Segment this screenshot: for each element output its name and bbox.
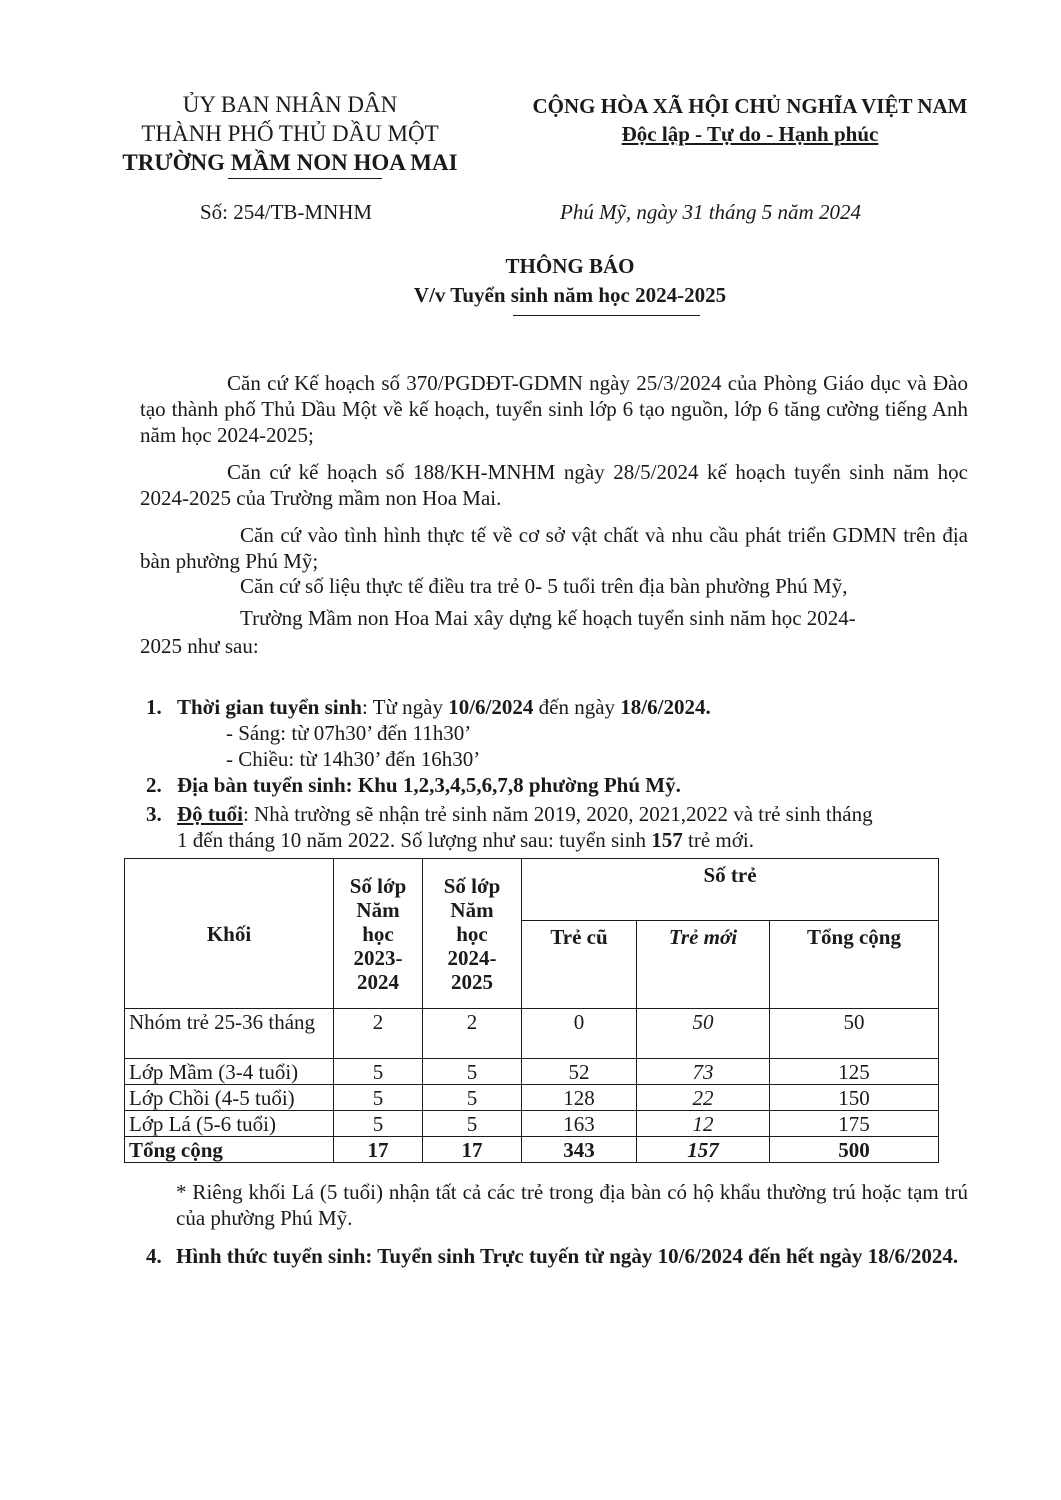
classes-2023-line-2: Năm xyxy=(356,897,400,922)
col-header-tre-cu: Trẻ cũ xyxy=(522,921,637,1009)
issuer-block xyxy=(90,90,490,177)
cell-classes-2023: 17 xyxy=(334,1137,423,1163)
item-1-mid: đến ngày xyxy=(533,695,621,719)
item-4-text: Hình thức tuyển sinh: Tuyển sinh Trực tuyến từ ngày 10/6/2024 đến hết ngày 18/6/2024. xyxy=(176,1244,959,1268)
preamble-paragraph-3: Căn cứ vào tình hình thực tế về cơ sở vật chất và nhu cầu phát triển GDMN trên địa bàn phường Phú Mỹ; xyxy=(140,523,968,573)
item-1-label: Thời gian tuyển sinh xyxy=(177,695,362,719)
preamble-paragraph-1: Căn cứ Kế hoạch số 370/PGDĐT-GDMN ngày 25/3/2024 của Phòng Giáo dục và Đào tạo thành phố Thủ Dầu Một về kế hoạch, tuyển sinh lớp 6 tạo nguồn, lớp 6 tăng cường tiếng Anh năm học 2024-2025; xyxy=(140,371,968,447)
table-row xyxy=(125,1059,939,1085)
cell-khoi: Lớp Chồi (4-5 tuổi) xyxy=(125,1085,334,1111)
item-3-label: Độ tuổi xyxy=(177,802,243,826)
classes-2024-line-4: 2024- xyxy=(447,945,497,970)
table-total-row xyxy=(125,1137,939,1163)
col-header-tre-moi: Trẻ mới xyxy=(637,921,770,1009)
document-title: THÔNG BÁO xyxy=(505,254,635,278)
classes-2024-line-5: 2025 xyxy=(451,969,493,994)
col-header-khoi: Khối xyxy=(125,859,334,1009)
item-2-text: Địa bàn tuyển sinh: Khu 1,2,3,4,5,6,7,8 phường Phú Mỹ. xyxy=(177,773,681,797)
item-1-from-date: 10/6/2024 xyxy=(448,695,534,719)
cell-tre-cu: 343 xyxy=(522,1137,637,1163)
national-motto-block xyxy=(470,92,1030,148)
cell-khoi: Lớp Lá (5-6 tuổi) xyxy=(125,1111,334,1137)
classes-2023-line-4: 2023- xyxy=(353,945,403,970)
cell-tre-cu: 52 xyxy=(522,1059,637,1085)
cell-tre-moi: 157 xyxy=(637,1137,770,1163)
country-name: CỘNG HÒA XÃ HỘI CHỦ NGHĨA VIỆT NAM xyxy=(532,94,968,118)
cell-tre-cu: 163 xyxy=(522,1111,637,1137)
item-3-line-2 xyxy=(177,827,754,853)
item-1-morning: - Sáng: từ 07h30’ đến 11h30’ xyxy=(226,721,472,745)
table-row xyxy=(125,1009,939,1059)
col-header-tong-cong: Tổng cộng xyxy=(770,921,939,1009)
cell-classes-2024: 5 xyxy=(423,1059,522,1085)
title-underline xyxy=(513,315,700,316)
classes-2023-line-1: Số lớp xyxy=(349,873,407,898)
classes-2024-line-2: Năm xyxy=(450,897,494,922)
cell-classes-2023: 5 xyxy=(334,1059,423,1085)
cell-classes-2024: 2 xyxy=(423,1009,522,1059)
document-subject: V/v Tuyển sinh năm học 2024-2025 xyxy=(413,283,727,307)
cell-tre-moi: 22 xyxy=(637,1085,770,1111)
item-3-text-2b: trẻ mới. xyxy=(682,828,754,852)
issuer-line-2: THÀNH PHỐ THỦ DẦU MỘT xyxy=(141,121,439,146)
cell-khoi: Tổng cộng xyxy=(125,1137,334,1163)
cell-tre-moi: 73 xyxy=(637,1059,770,1085)
issuer-underline xyxy=(228,178,382,179)
col-header-classes-2023 xyxy=(334,859,423,1009)
document-number: Số: 254/TB-MNHM xyxy=(200,200,373,224)
classes-2023-line-5: 2024 xyxy=(357,969,399,994)
khoi-la-note: * Riêng khối Lá (5 tuổi) nhận tất cả các trẻ trong địa bàn có hộ khẩu thường trú hoặc tạm trú của phường Phú Mỹ. xyxy=(176,1180,968,1230)
item-1-number: 1. xyxy=(146,695,162,719)
cell-classes-2023: 5 xyxy=(334,1085,423,1111)
motto: Độc lập - Tự do - Hạnh phúc xyxy=(621,122,879,146)
item-4-number: 4. xyxy=(146,1244,162,1268)
item-3-number: 3. xyxy=(146,802,162,826)
preamble-paragraph-5-line-2: 2025 như sau: xyxy=(140,634,259,658)
cell-tong: 175 xyxy=(770,1111,939,1137)
item-3-text-1: : Nhà trường sẽ nhận trẻ sinh năm 2019, 2020, 2021,2022 và trẻ sinh tháng xyxy=(242,802,873,826)
cell-tre-cu: 128 xyxy=(522,1085,637,1111)
preamble-paragraph-4: Căn cứ số liệu thực tế điều tra trẻ 0- 5 tuổi trên địa bàn phường Phú Mỹ, xyxy=(240,574,848,598)
cell-classes-2024: 17 xyxy=(423,1137,522,1163)
col-header-so-tre: Số trẻ xyxy=(522,859,939,921)
classes-2023-line-3: học xyxy=(362,921,394,946)
cell-khoi: Lớp Mầm (3-4 tuổi) xyxy=(125,1059,334,1085)
enrollment-table xyxy=(124,858,939,1163)
cell-tong: 125 xyxy=(770,1059,939,1085)
preamble-paragraph-2: Căn cứ kế hoạch số 188/KH-MNHM ngày 28/5/2024 kế hoạch tuyển sinh năm học 2024-2025 của Trường mầm non Hoa Mai. xyxy=(140,460,968,510)
cell-classes-2024: 5 xyxy=(423,1085,522,1111)
cell-classes-2024: 5 xyxy=(423,1111,522,1137)
cell-tre-cu: 0 xyxy=(522,1009,637,1059)
preamble-paragraph-5-line-1: Trường Mầm non Hoa Mai xây dựng kế hoạch tuyển sinh năm học 2024- xyxy=(240,606,856,630)
table-row xyxy=(125,1111,939,1137)
col-header-classes-2024 xyxy=(423,859,522,1009)
cell-tong: 50 xyxy=(770,1009,939,1059)
classes-2024-line-1: Số lớp xyxy=(443,873,501,898)
item-3-text-2a: 1 đến tháng 10 năm 2022. Số lượng như sau: tuyển sinh xyxy=(177,828,652,852)
table-row xyxy=(125,1085,939,1111)
item-1-afternoon: - Chiều: từ 14h30’ đến 16h30’ xyxy=(226,747,481,771)
cell-tre-moi: 12 xyxy=(637,1111,770,1137)
cell-tong: 500 xyxy=(770,1137,939,1163)
item-3-count: 157 xyxy=(651,828,683,852)
issuer-line-1: ỦY BAN NHÂN DÂN xyxy=(182,92,398,117)
date-place: Phú Mỹ, ngày 31 tháng 5 năm 2024 xyxy=(560,200,861,224)
item-3-line-1 xyxy=(177,801,873,827)
item-1-to-date: 18/6/2024. xyxy=(620,695,711,719)
cell-classes-2023: 2 xyxy=(334,1009,423,1059)
cell-khoi: Nhóm trẻ 25-36 tháng xyxy=(125,1009,334,1059)
item-1-text: : Từ ngày xyxy=(361,695,449,719)
cell-tong: 150 xyxy=(770,1085,939,1111)
cell-tre-moi: 50 xyxy=(637,1009,770,1059)
cell-classes-2023: 5 xyxy=(334,1111,423,1137)
classes-2024-line-3: học xyxy=(456,921,488,946)
item-1-line xyxy=(177,694,711,720)
school-name: TRƯỜNG MẦM NON HOA MAI xyxy=(122,150,458,175)
item-2-number: 2. xyxy=(146,773,162,797)
